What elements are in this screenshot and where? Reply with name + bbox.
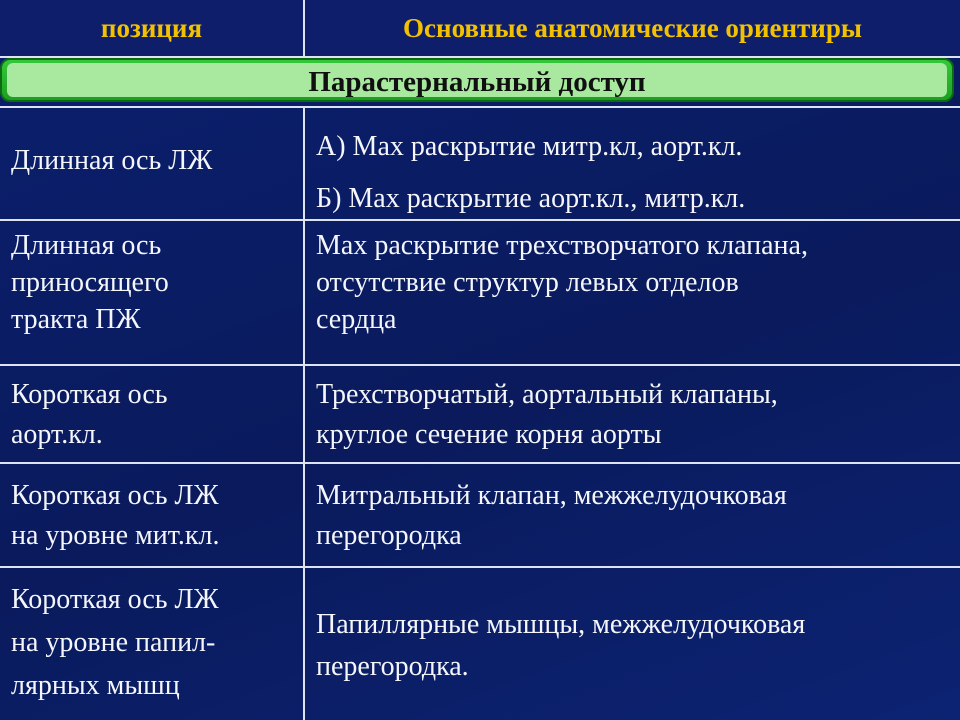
landmarks-text: круглое сечение корня аорты [316,419,662,450]
landmarks-cell [305,108,960,219]
table-row [0,462,960,566]
landmarks-cell [305,568,960,720]
position-text: Короткая ось ЛЖ [11,584,219,615]
landmarks-cell [305,464,960,566]
position-cell [0,108,303,219]
position-text: Длинная ось ЛЖ [11,145,213,176]
position-text: Короткая ось ЛЖ [11,480,219,511]
data-table [0,106,960,720]
landmarks-text: отсутствие структур левых отделов [316,267,739,298]
header-landmarks: Основные анатомические ориентиры [403,12,862,43]
landmarks-text: сердца [316,304,397,335]
landmarks-text: Трехстворчатый, аортальный клапаны, [316,379,778,410]
position-cell [0,568,303,720]
position-text: лярных мышц [11,670,180,701]
landmarks-text: Max раскрытие трехстворчатого клапана, [316,230,808,261]
position-text: Короткая ось [11,379,168,410]
section-band [0,58,954,102]
table-header [0,0,960,58]
table-row [0,566,960,720]
landmarks-text: А) Max раскрытие митр.кл, аорт.кл. [316,131,743,162]
position-cell [0,366,303,462]
landmarks-cell [305,221,960,364]
landmarks-text: перегородка. [316,651,469,682]
position-text: приносящего [11,267,169,298]
position-text: аорт.кл. [11,419,103,450]
section-title: Парастернальный доступ [7,63,947,97]
header-position: позиция [100,12,203,43]
position-cell [0,464,303,566]
landmarks-text: Митральный клапан, межжелудочковая [316,480,787,511]
position-text: тракта ПЖ [11,304,141,335]
column-divider [303,106,305,720]
table-row [0,106,960,219]
position-text: на уровне папил- [11,627,216,658]
position-cell [0,221,303,364]
landmarks-text: перегородка [316,520,462,551]
landmarks-text: Б) Max раскрытие аорт.кл., митр.кл. [316,183,746,214]
landmarks-text: Папиллярные мышцы, межжелудочковая [316,609,806,640]
landmarks-cell [305,366,960,462]
position-text: Длинная ось [11,230,162,261]
position-text: на уровне мит.кл. [11,520,220,551]
table-row [0,364,960,462]
table-row [0,219,960,364]
